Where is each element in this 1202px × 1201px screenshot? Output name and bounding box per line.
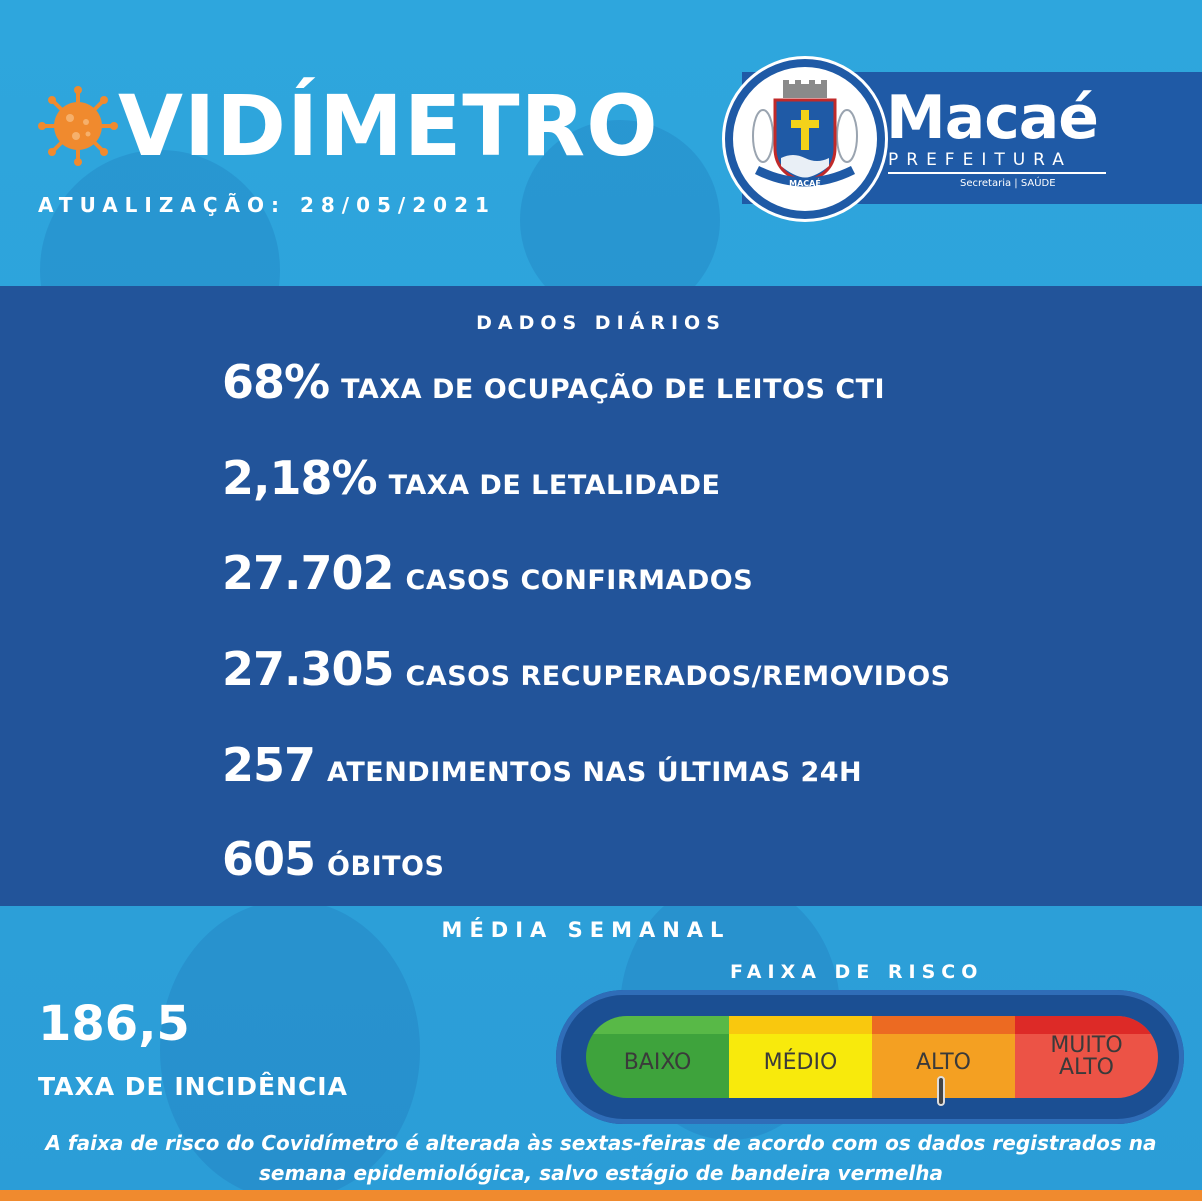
city-subtitle: PREFEITURA [888, 150, 1072, 170]
stat-value: 605 [222, 832, 316, 886]
weekly-average-heading: MÉDIA SEMANAL [441, 918, 731, 942]
crest-text: MACAÉ [789, 179, 821, 188]
stat-label: ÓBITOS [327, 851, 445, 882]
stat-row [222, 451, 720, 505]
risk-level-label: MÉDIO [763, 1050, 838, 1075]
title-text: VIDÍMETRO [118, 77, 659, 175]
segment-highlight [586, 1016, 729, 1034]
risk-gauge [586, 1016, 1158, 1098]
segment-highlight [872, 1016, 1015, 1034]
risk-level-label: MUITO ALTO [1050, 1033, 1123, 1080]
city-name: Macaé [886, 83, 1098, 153]
stat-label: TAXA DE OCUPAÇÃO DE LEITOS CTI [341, 374, 886, 405]
stat-row [222, 832, 444, 886]
stat-row [222, 355, 885, 409]
department-name: Secretaria | SAÚDE [960, 178, 1056, 189]
stat-row [222, 546, 753, 600]
stat-label: CASOS RECUPERADOS/REMOVIDOS [405, 661, 951, 692]
bottom-accent-bar [0, 1190, 1202, 1201]
coronavirus-icon [38, 86, 118, 166]
stat-row [222, 738, 862, 792]
stat-value: 2,18% [222, 451, 377, 505]
segment-highlight [729, 1016, 872, 1034]
stat-value: 257 [222, 738, 316, 792]
risk-indicator-needle [937, 1076, 945, 1106]
incidence-label: TAXA DE INCIDÊNCIA [38, 1072, 348, 1101]
page-title [38, 76, 659, 176]
stat-value: 68% [222, 355, 330, 409]
daily-data-heading: DADOS DIÁRIOS [476, 312, 726, 334]
stat-value: 27.702 [222, 546, 394, 600]
risk-level-low [586, 1016, 729, 1098]
stat-label: CASOS CONFIRMADOS [405, 565, 754, 596]
divider [888, 172, 1106, 174]
stat-label: ATENDIMENTOS NAS ÚLTIMAS 24H [327, 757, 863, 788]
footnote: A faixa de risco do Covidímetro é alterada às sextas-feiras de acordo com os dados registrados na semana epidemiológica, salvo estágio de bandeira vermelha [45, 1131, 1157, 1185]
risk-level-very-high [1015, 1016, 1158, 1098]
segment-highlight [1015, 1016, 1158, 1034]
stat-label: TAXA DE LETALIDADE [388, 470, 721, 501]
coat-of-arms-icon [745, 78, 865, 198]
risk-level-medium [729, 1016, 872, 1098]
update-date: ATUALIZAÇÃO: 28/05/2021 [38, 193, 496, 217]
stat-value: 27.305 [222, 642, 394, 696]
risk-level-label: ALTO [915, 1050, 972, 1075]
risk-level-label: BAIXO [623, 1050, 692, 1075]
incidence-value: 186,5 [38, 996, 190, 1052]
risk-range-heading: FAIXA DE RISCO [730, 961, 984, 983]
stat-row [222, 642, 951, 696]
